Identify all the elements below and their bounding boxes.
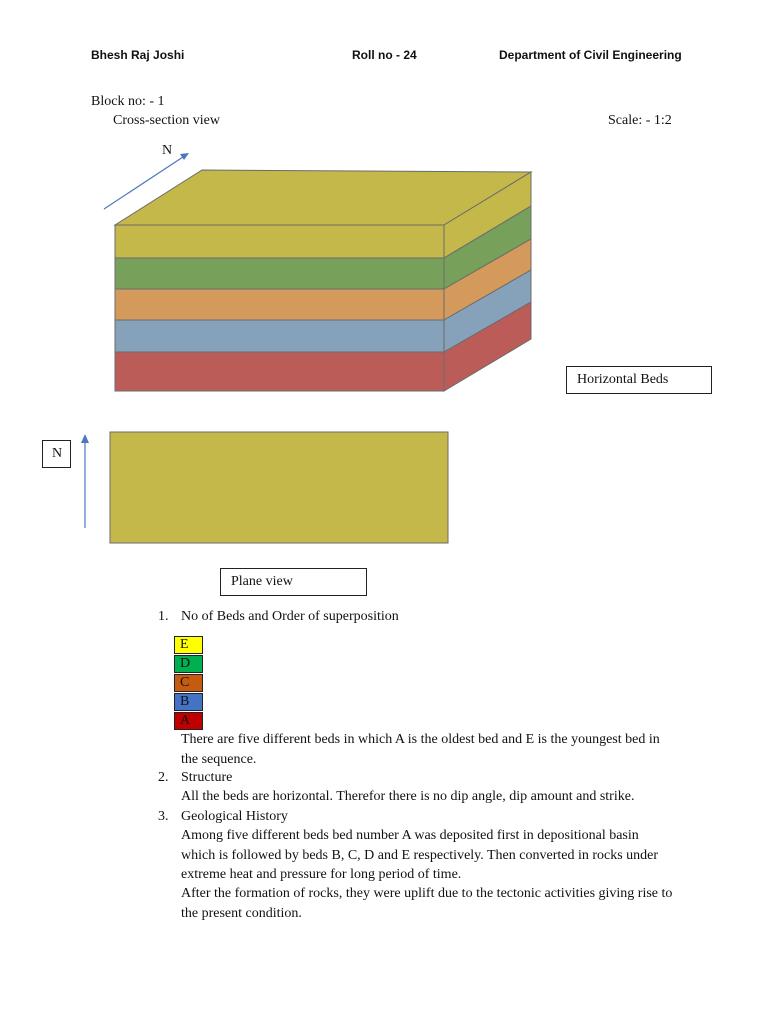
legend-D: D bbox=[174, 655, 203, 673]
list-number: 1. bbox=[158, 609, 169, 624]
list-paragraph: Among five different beds bed number A was deposited first in depositional basin which is followed by beds B, C, D and E respectively. Then converted in rocks under extreme heat and pressure for long period of time. bbox=[181, 828, 659, 882]
list-title: Structure bbox=[181, 770, 233, 785]
bed-E-front bbox=[115, 225, 444, 258]
cross-section-label: Cross-section view bbox=[113, 113, 220, 128]
roll-number: Roll no - 24 bbox=[352, 48, 417, 62]
plane-view-rect bbox=[110, 432, 448, 543]
legend-E: E bbox=[174, 636, 203, 654]
north-label-3d: N bbox=[162, 143, 173, 158]
list-number: 2. bbox=[158, 770, 169, 785]
list-title: Geological History bbox=[181, 809, 288, 824]
north-arrowhead-3d bbox=[180, 153, 189, 160]
bed-C-front bbox=[115, 289, 444, 320]
horizontal-beds-label: Horizontal Beds bbox=[566, 366, 712, 394]
list-number: 3. bbox=[158, 809, 169, 824]
bed-B-front bbox=[115, 320, 444, 352]
author-name: Bhesh Raj Joshi bbox=[91, 48, 185, 62]
list-paragraph: After the formation of rocks, they were uplift due to the tectonic activities giving rise to the present condition. bbox=[181, 886, 673, 921]
plane-view-label: Plane view bbox=[220, 568, 367, 596]
north-box-label: N bbox=[42, 440, 71, 468]
legend-A: A bbox=[174, 712, 203, 730]
bed-D-front bbox=[115, 258, 444, 289]
block-label: Block no: - 1 bbox=[91, 94, 165, 109]
department: Department of Civil Engineering bbox=[499, 48, 682, 62]
bed-legend bbox=[174, 636, 203, 731]
list-paragraph: There are five different beds in which A is the oldest bed and E is the youngest bed in the sequence. bbox=[181, 732, 660, 767]
scale-label: Scale: - 1:2 bbox=[608, 113, 672, 128]
list-title: No of Beds and Order of superposition bbox=[181, 609, 399, 624]
bed-A-front bbox=[115, 352, 444, 391]
list-paragraph: All the beds are horizontal. Therefor there is no dip angle, dip amount and strike. bbox=[181, 789, 635, 804]
north-arrowhead-plane bbox=[81, 434, 89, 443]
legend-B: B bbox=[174, 693, 203, 711]
legend-C: C bbox=[174, 674, 203, 692]
